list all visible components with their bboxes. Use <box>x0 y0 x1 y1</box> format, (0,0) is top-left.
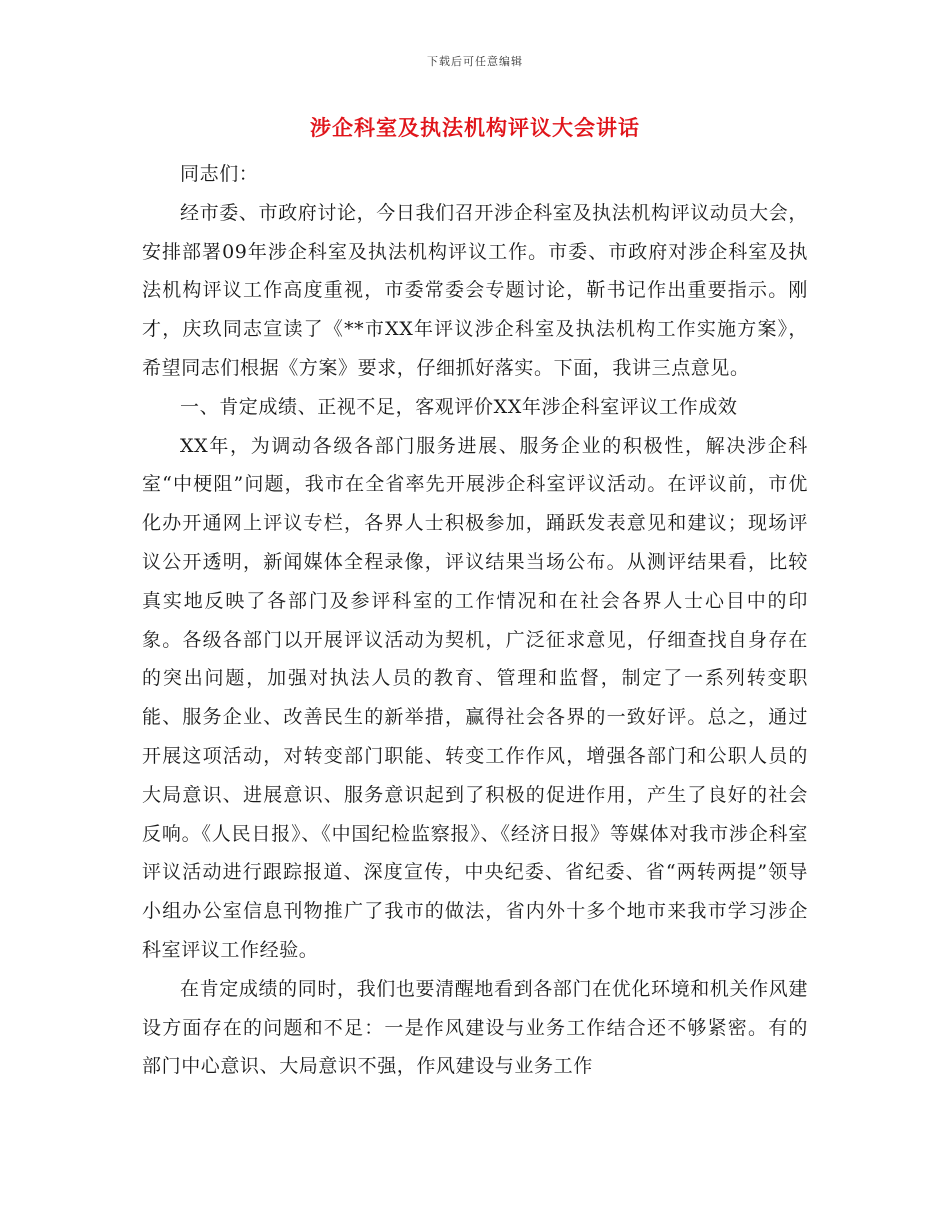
paragraph-achievements: XX年，为调动各级各部门服务进展、服务企业的积极性，解决涉企科室“中梗阻”问题，我市在全省率先开展涉企科室评议活动。在评议前，市优化办开通网上评议专栏，各界人士积极参加，踊跃发表意见和建议；现场评议公开透明，新闻媒体全程录像，评议结果当场公布。从测评结果看，比较真实地反映了各部门及参评科室的工作情况和在社会各界人士心目中的印象。各级各部门以开展评议活动为契机，广泛征求意见，仔细查找自身存在的突出问题，加强对执法人员的教育、管理和监督，制定了一系列转变职能、服务企业、改善民生的新举措，赢得社会各界的一致好评。总之，通过开展这项活动，对转变部门职能、转变工作作风，增强各部门和公职人员的大局意识、进展意识、服务意识起到了积极的促进作用，产生了良好的社会反响。《人民日报》、《中国纪检监察报》、《经济日报》等媒体对我市涉企科室评议活动进行跟踪报道、深度宣传，中央纪委、省纪委、省“两转两提”领导小组办公室信息刊物推广了我市的做法，省内外十多个地市来我市学习涉企科室评议工作经验。 <box>142 434 808 961</box>
body-text <box>142 155 808 1086</box>
section-heading-1: 一、肯定成绩、正视不足，客观评价XX年涉企科室评议工作成效 <box>180 395 738 418</box>
header-note: 下载后可任意编辑 <box>427 55 523 68</box>
paragraph-salutation: 同志们： <box>180 163 259 185</box>
paragraph-shortcomings: 在肯定成绩的同时，我们也要清醒地看到各部门在优化环境和机关作风建设方面存在的问题和不足：一是作风建设与业务工作结合还不够紧密。有的部门中心意识、大局意识不强，作风建设与业务工作 <box>142 977 808 1078</box>
paragraph-intro: 经市委、市政府讨论，今日我们召开涉企科室及执法机构评议动员大会，安排部署09年涉企科室及执法机构评议工作。市委、市政府对涉企科室及执法机构评议工作高度重视，市委常委会专题讨论，靳书记作出重要指示。刚才，庆玖同志宣读了《**市XX年评议涉企科室及执法机构工作实施方案》，希望同志们根据《方案》要求，仔细抓好落实。下面，我讲三点意见。 <box>142 201 808 379</box>
document-title: 涉企科室及执法机构评议大会讲话 <box>310 115 640 140</box>
